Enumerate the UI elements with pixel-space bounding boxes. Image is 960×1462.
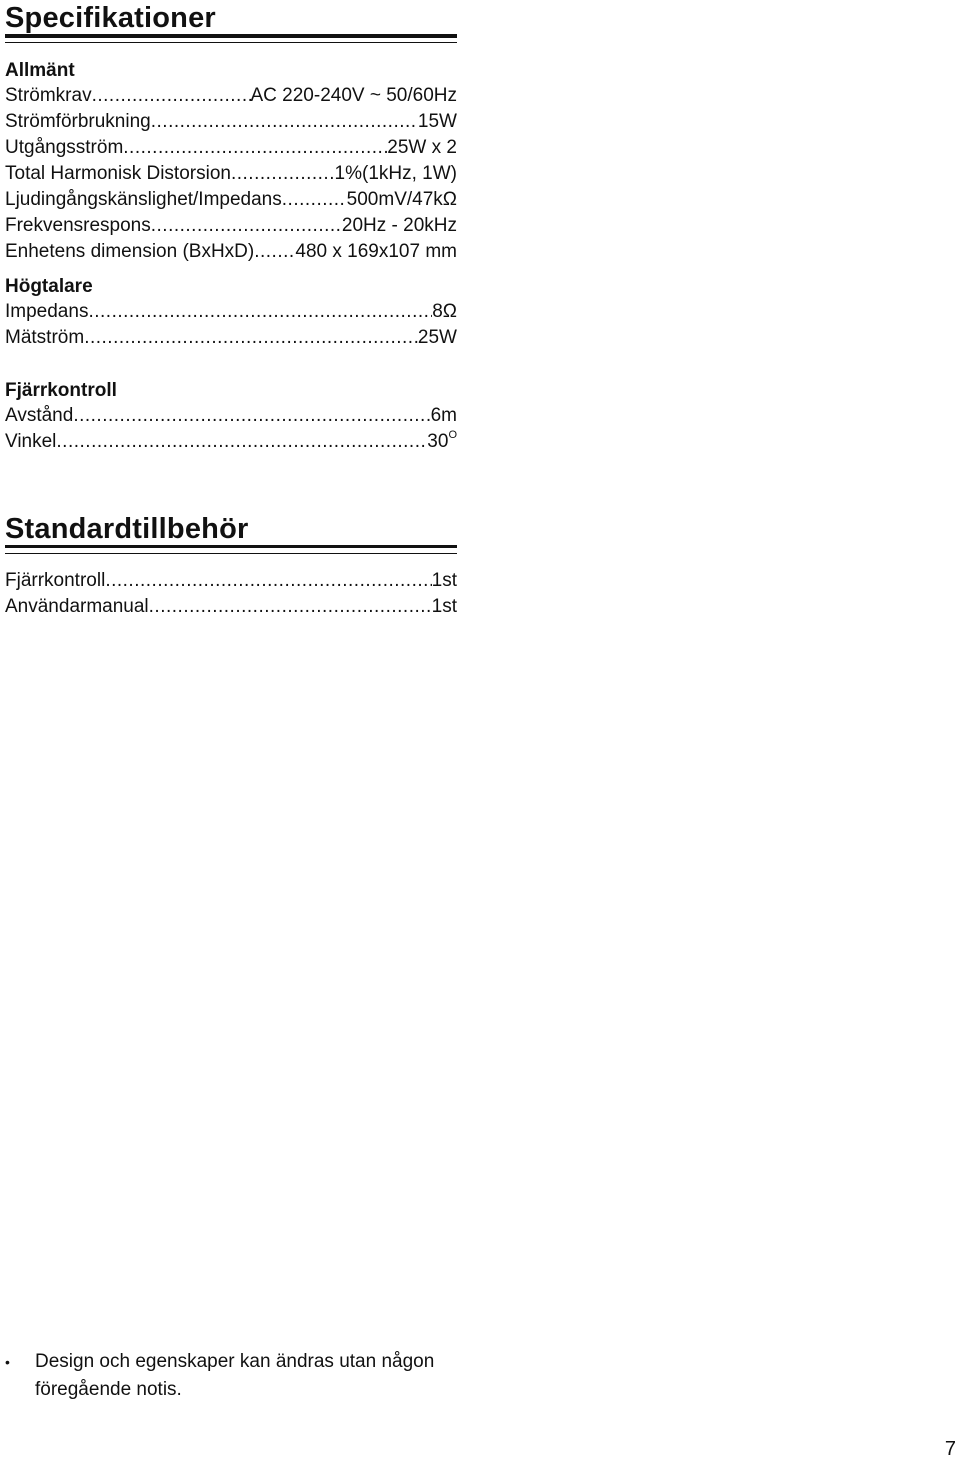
spec-row-distance: [5, 403, 457, 429]
spec-label: Frekvensrespons: [5, 215, 151, 236]
spec-value: 6m: [430, 405, 457, 426]
remote-heading: Fjärrkontroll: [5, 380, 117, 401]
spec-label: Avstånd: [5, 405, 74, 426]
leader-dots: [231, 161, 335, 187]
accessories-title-rule: [5, 545, 457, 554]
spec-value: 500mV/47kΩ: [346, 189, 457, 210]
spec-label: Total Harmonisk Distorsion: [5, 163, 231, 184]
accessory-row-manual: [5, 594, 457, 620]
leader-dots: [56, 429, 427, 455]
leader-dots: [282, 187, 347, 213]
spec-row-power-requirement: [5, 83, 457, 109]
spec-row-frequency-response: [5, 213, 457, 239]
general-spec-list: [5, 83, 457, 265]
accessories-title: Standardtillbehör: [5, 513, 249, 545]
footnote: [5, 1348, 475, 1404]
spec-label: Mätström: [5, 327, 85, 348]
spec-row-angle: [5, 429, 457, 455]
spec-value: 1%(1kHz, 1W): [334, 163, 457, 184]
angle-value: 30: [427, 431, 449, 452]
leader-dots: [73, 403, 430, 429]
degree-superscript: O: [448, 429, 457, 441]
remote-spec-list: [5, 403, 457, 455]
leader-dots: [92, 83, 251, 109]
accessory-label: Fjärrkontroll: [5, 570, 106, 591]
leader-dots: [123, 135, 387, 161]
spec-value: 20Hz - 20kHz: [341, 215, 457, 236]
specifications-title: Specifikationer: [5, 2, 216, 34]
spec-value: AC 220-240V ~ 50/60Hz: [250, 85, 457, 106]
spec-value: 25W: [417, 327, 457, 348]
speakers-heading: Högtalare: [5, 276, 93, 297]
page-number: 7: [944, 1438, 956, 1460]
bullet-icon: •: [5, 1354, 10, 1370]
spacer: [5, 265, 457, 275]
accessory-row-remote: [5, 568, 457, 594]
specifications-column: [5, 0, 457, 620]
speakers-spec-list: [5, 299, 457, 351]
spec-label: Strömförbrukning: [5, 111, 151, 132]
spacer: [5, 455, 457, 511]
spec-label: Strömkrav: [5, 85, 92, 106]
spec-value: 8Ω: [432, 301, 457, 322]
leader-dots: [84, 325, 418, 351]
leader-dots: [105, 568, 431, 594]
general-heading: Allmänt: [5, 60, 75, 81]
leader-dots: [254, 239, 295, 265]
leader-dots: [151, 213, 342, 239]
spec-row-output-power: [5, 135, 457, 161]
spec-row-rated-power: [5, 325, 457, 351]
accessory-value: 1st: [431, 596, 457, 617]
spec-value: 480 x 169x107 mm: [295, 241, 457, 262]
footnote-text: Design och egenskaper kan ändras utan någon föregående notis.: [35, 1351, 435, 1400]
accessory-label: Användarmanual: [5, 596, 149, 617]
accessory-value: 1st: [431, 570, 457, 591]
spec-label: Vinkel: [5, 431, 57, 452]
spec-label: Ljudingångskänslighet/Impedans: [5, 189, 282, 210]
leader-dots: [151, 109, 418, 135]
spec-label: Impedans: [5, 301, 89, 322]
spec-label: Utgångsström: [5, 137, 124, 158]
leader-dots: [88, 299, 432, 325]
spec-row-thd: [5, 161, 457, 187]
accessories-list: [5, 568, 457, 620]
spacer: [5, 554, 457, 568]
spec-value: 25W x 2: [387, 137, 457, 158]
spec-value: [427, 429, 457, 455]
spec-row-input-sensitivity: [5, 187, 457, 213]
leader-dots: [149, 594, 432, 620]
spec-row-dimensions: [5, 239, 457, 265]
specifications-title-rule: [5, 34, 457, 43]
spacer: [5, 43, 457, 59]
spacer: [5, 351, 457, 379]
spec-value: 15W: [417, 111, 457, 132]
spec-label: Enhetens dimension (BxHxD): [5, 241, 255, 262]
spec-row-impedance: [5, 299, 457, 325]
spec-row-power-consumption: [5, 109, 457, 135]
